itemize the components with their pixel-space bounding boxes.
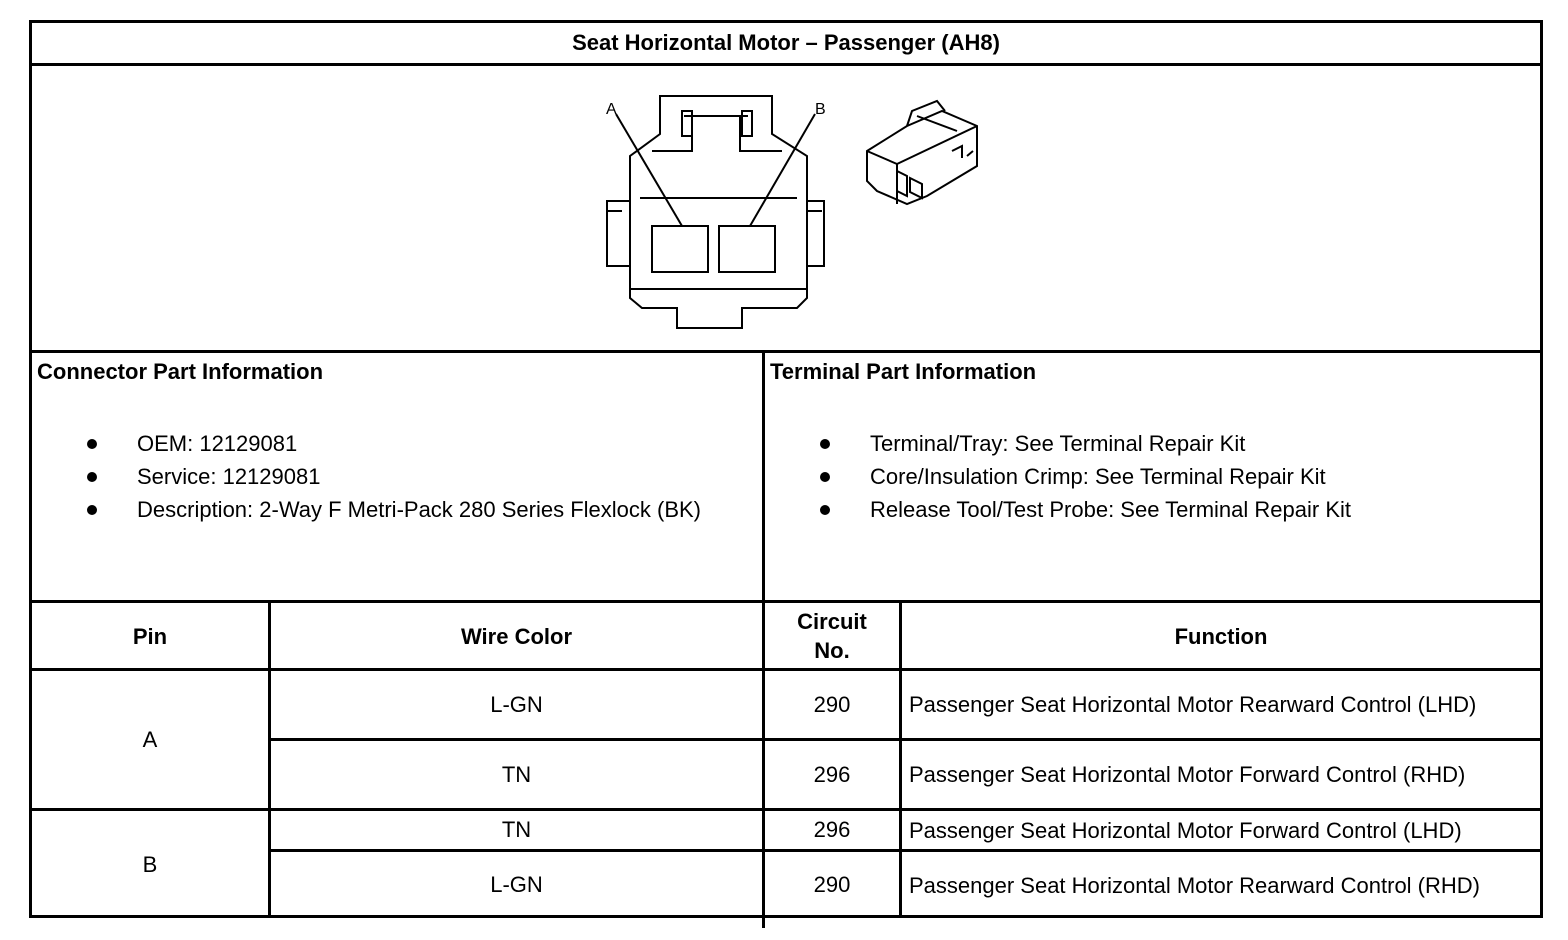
- connector-info-list: [137, 429, 737, 524]
- list-item: OEM: 12129081: [137, 429, 737, 458]
- circuit-cell: 296: [813, 761, 851, 787]
- wire-color-cell: L-GN: [490, 872, 543, 897]
- terminal-info-list: [870, 429, 1510, 524]
- list-item: Terminal/Tray: See Terminal Repair Kit: [870, 429, 1510, 458]
- list-item: Description: 2-Way F Metri-Pack 280 Series Flexlock (BK): [137, 495, 737, 524]
- page-title: Seat Horizontal Motor – Passenger (AH8): [572, 30, 1000, 55]
- pin-cell: A: [142, 726, 158, 752]
- connector-diagram: [32, 66, 1540, 351]
- wire-color-cell: L-GN: [490, 691, 543, 717]
- function-cell: Passenger Seat Horizontal Motor Forward Control (LHD): [909, 817, 1462, 843]
- column-header-function: Function: [1174, 623, 1268, 649]
- connector-iso-icon: [867, 101, 977, 204]
- function-cell: Passenger Seat Horizontal Motor Rearward Control (RHD): [909, 872, 1480, 898]
- function-cell: Passenger Seat Horizontal Motor Rearward Control (LHD): [909, 692, 1477, 717]
- pin-label-b: B: [815, 101, 826, 118]
- connector-info-heading: Connector Part Information: [37, 359, 324, 384]
- list-item: Service: 12129081: [137, 462, 737, 491]
- function-cell: Passenger Seat Horizontal Motor Forward Control (RHD): [909, 762, 1466, 787]
- connector-drawing: [32, 66, 1540, 351]
- connector-sheet: [29, 20, 1543, 918]
- pin-label-a: A: [606, 101, 617, 118]
- column-header-wire-color: Wire Color: [460, 623, 573, 649]
- circuit-cell: 290: [813, 691, 851, 717]
- column-header-pin: Pin: [132, 623, 168, 649]
- pin-cell: B: [142, 851, 158, 877]
- list-item: Release Tool/Test Probe: See Terminal Repair Kit: [870, 495, 1510, 524]
- wire-color-cell: TN: [501, 817, 532, 842]
- circuit-cell: 296: [813, 817, 851, 842]
- column-header-circuit: Circuit No.: [797, 609, 867, 663]
- divider: [32, 350, 1540, 353]
- connector-face-icon: [607, 96, 824, 328]
- terminal-info-heading: Terminal Part Information: [770, 359, 1037, 384]
- wire-color-cell: TN: [501, 761, 532, 787]
- circuit-cell: 290: [813, 872, 851, 897]
- list-item: Core/Insulation Crimp: See Terminal Repair Kit: [870, 462, 1510, 491]
